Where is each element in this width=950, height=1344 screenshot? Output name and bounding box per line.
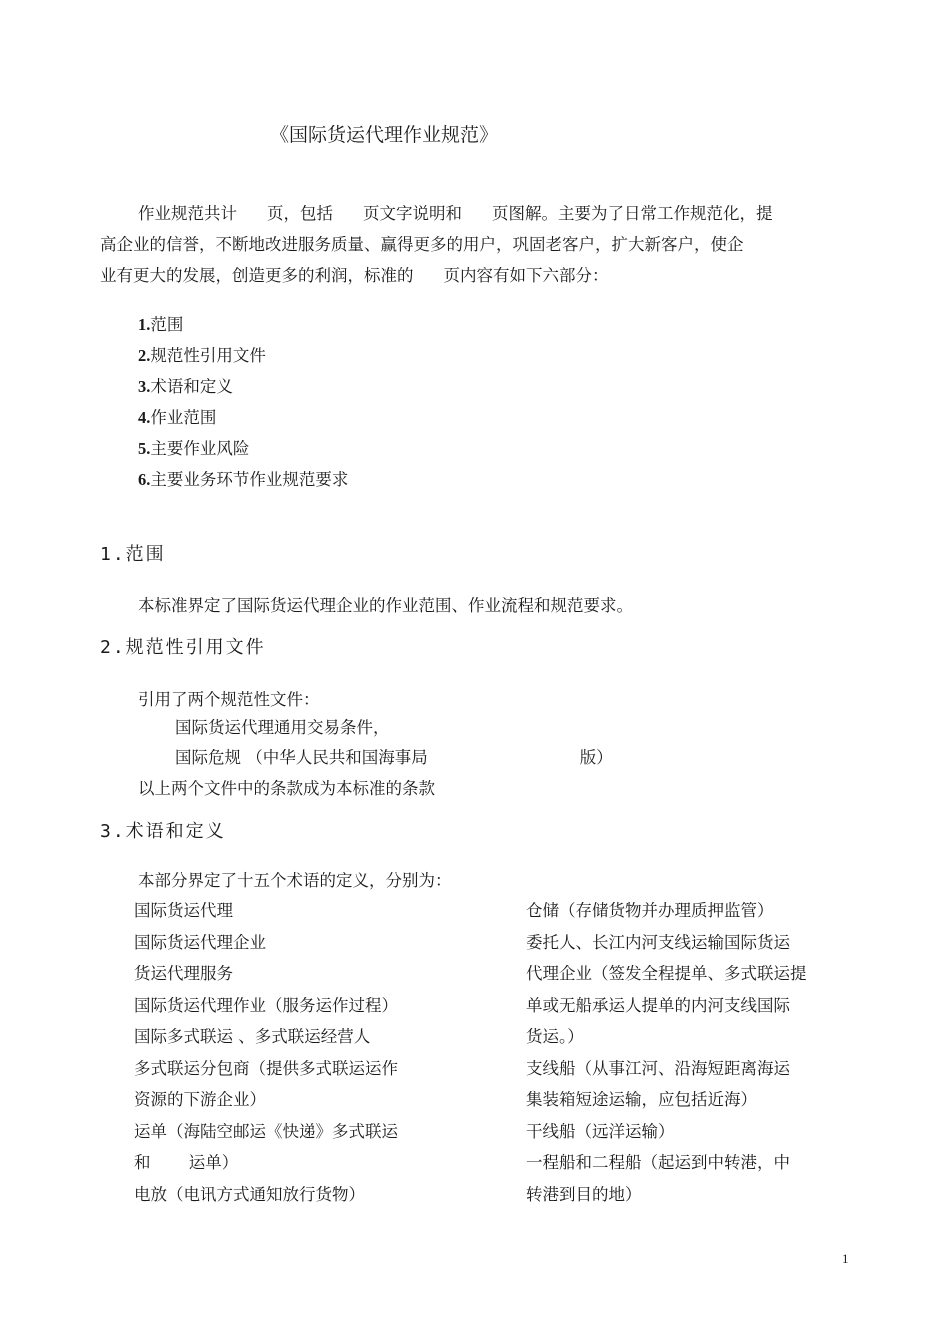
- term-line: 转港到目的地）: [526, 1184, 642, 1204]
- toc-item: 6.主要业务环节作业规范要求: [138, 470, 349, 489]
- term-line: 支线船（从事江河、沿海短距离海运: [526, 1058, 790, 1078]
- toc-item: 2.规范性引用文件: [138, 346, 266, 365]
- toc-item: 1.范围: [138, 315, 184, 334]
- intro-line-2: 高企业的信誉，不断地改进服务质量、赢得更多的用户，巩固老客户，扩大新客户，使企: [100, 235, 744, 254]
- intro-line-3: 业有更大的发展，创造更多的利润，标准的 页内容有如下六部分：: [100, 266, 609, 285]
- section-1-heading: 1.范围: [100, 544, 166, 565]
- referenced-document-1: 国际货运代理通用交易条件，: [175, 718, 390, 737]
- intro-line-1: 作业规范共计 页，包括 页文字说明和 页图解。主要为了日常工作规范化，提: [138, 204, 773, 223]
- document-title: 《国际货运代理作业规范》: [270, 124, 499, 146]
- term-line: 干线船（远洋运输）: [526, 1121, 675, 1141]
- term-line: 代理企业（签发全程提单、多式联运提: [526, 964, 807, 983]
- term-line: 多式联运分包商（提供多式联运运作: [134, 1058, 398, 1078]
- toc-item: 5.主要作业风险: [138, 439, 250, 458]
- referenced-document-2: 国际危规 （中华人民共和国海事局 版）: [175, 748, 613, 767]
- toc-item: 4.作业范围: [138, 408, 217, 427]
- term-line: 电放（电讯方式通知放行货物）: [134, 1184, 365, 1204]
- section-3-intro: 本部分界定了十五个术语的定义，分别为：: [138, 871, 452, 890]
- term-line: 集装箱短途运输，应包括近海）: [526, 1090, 757, 1109]
- section-2-heading: 2.规范性引用文件: [100, 637, 266, 658]
- term-line: 国际货运代理作业（服务运作过程）: [134, 995, 398, 1015]
- term-line: 委托人、长江内河支线运输国际货运: [526, 932, 790, 952]
- terms-left-column: [134, 895, 474, 1210]
- term-line: 货运代理服务: [134, 964, 233, 983]
- intro-paragraph: [100, 198, 856, 291]
- term-line: 国际多式联运 、多式联运经营人: [134, 1027, 371, 1046]
- page-number: 1: [842, 1251, 849, 1266]
- toc-item: 3.术语和定义: [138, 377, 233, 396]
- term-line: 和 运单）: [134, 1153, 239, 1172]
- section-2-intro: 引用了两个规范性文件：: [138, 690, 320, 709]
- table-of-contents: [138, 309, 348, 495]
- term-line: 一程船和二程船（起运到中转港，中: [526, 1153, 790, 1172]
- section-1-text: 本标准界定了国际货运代理企业的作业范围、作业流程和规范要求。: [138, 596, 633, 615]
- term-line: 货运。）: [526, 1027, 584, 1046]
- term-line: 资源的下游企业）: [134, 1090, 266, 1109]
- term-line: 仓储（存储货物并办理质押监管）: [526, 901, 774, 920]
- terms-right-column: [526, 895, 861, 1210]
- term-line: 国际货运代理企业: [134, 932, 266, 952]
- term-line: 运单（海陆空邮运《快递》多式联运: [134, 1121, 398, 1141]
- term-line: 国际货运代理: [134, 901, 233, 920]
- section-2-outro: 以上两个文件中的条款成为本标准的条款: [138, 779, 435, 798]
- section-3-heading: 3.术语和定义: [100, 821, 226, 842]
- term-line: 单或无船承运人提单的内河支线国际: [526, 995, 790, 1015]
